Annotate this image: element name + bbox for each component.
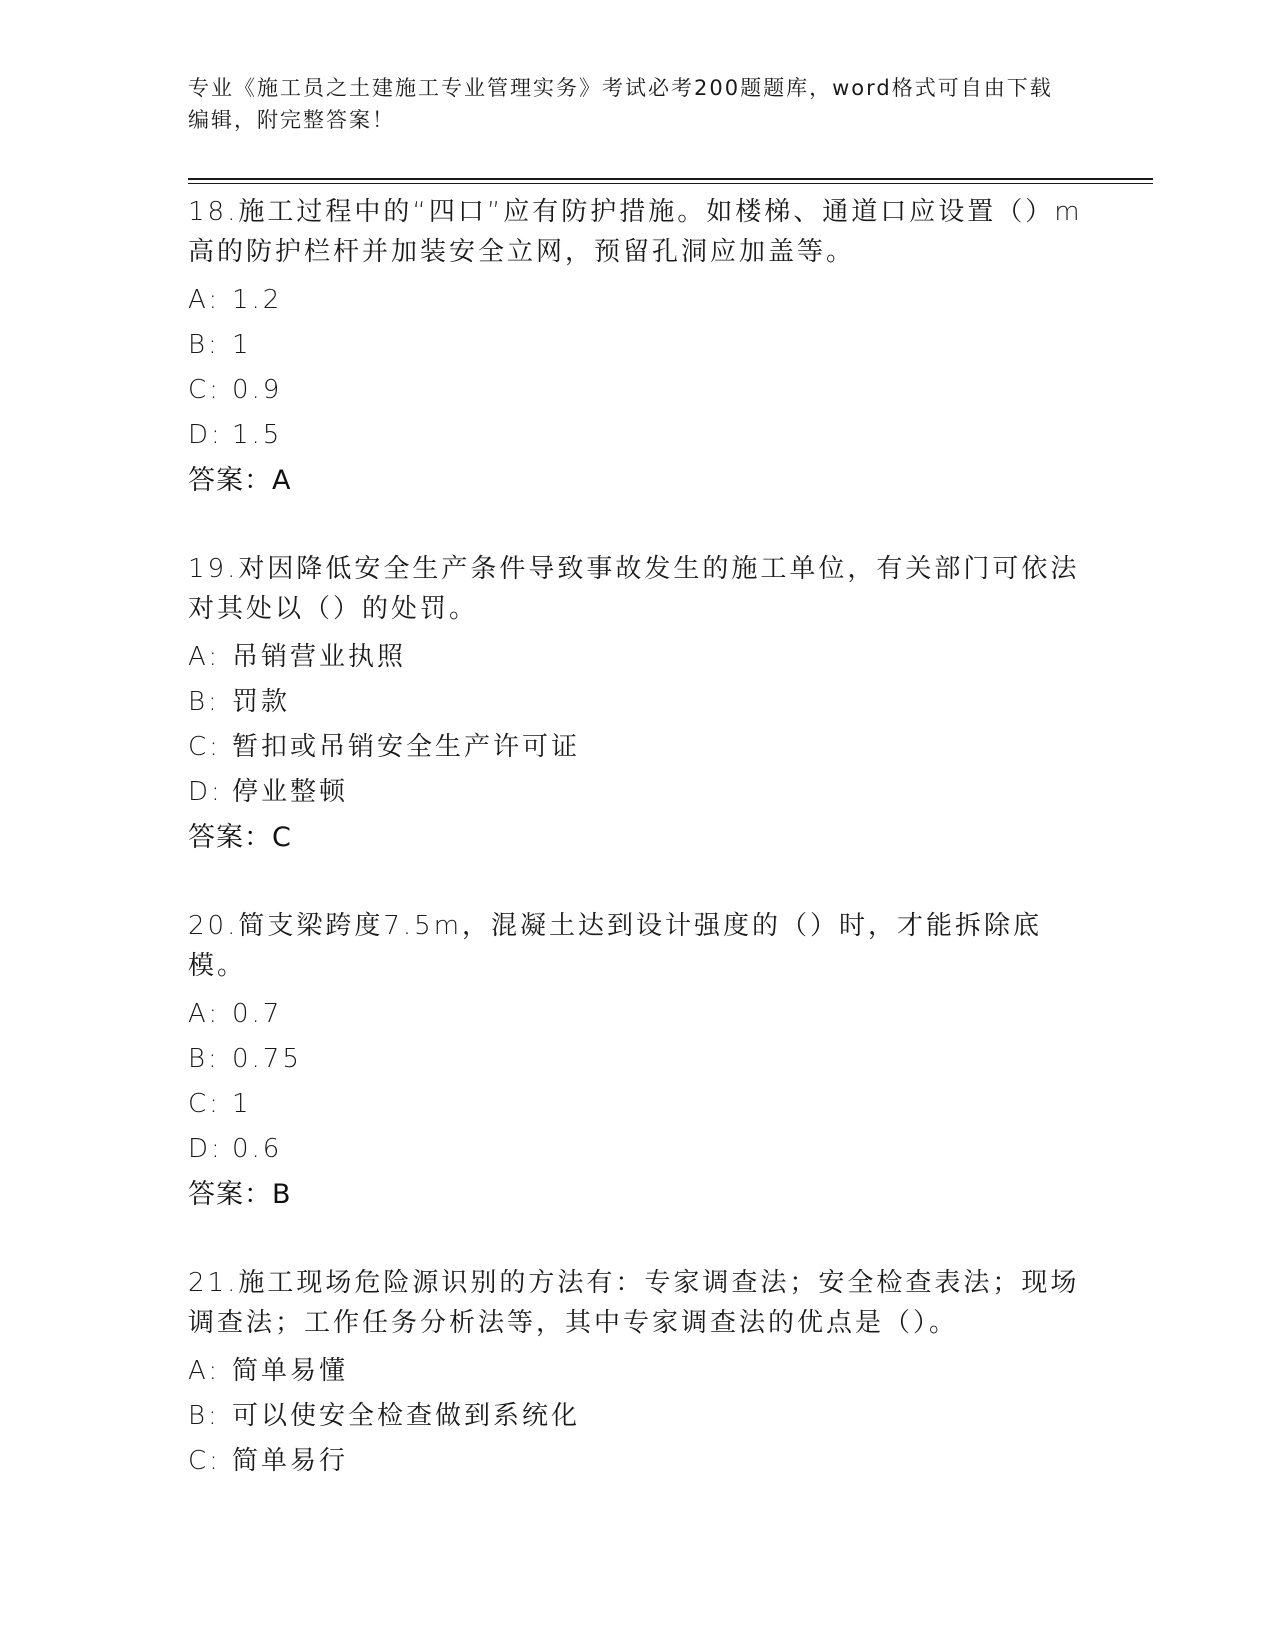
option-text: 罚款 bbox=[232, 687, 291, 717]
option-letter: B: bbox=[188, 1401, 220, 1431]
option-letter: C: bbox=[188, 375, 221, 405]
option-letter: C: bbox=[188, 1089, 221, 1119]
option-text: 停业整顿 bbox=[232, 777, 349, 807]
option-b bbox=[188, 323, 1088, 368]
option-letter: A: bbox=[188, 1356, 221, 1386]
option-text: 1 bbox=[232, 330, 252, 360]
option-text: 1.2 bbox=[232, 285, 283, 315]
option-letter: B: bbox=[188, 1044, 220, 1074]
option-text: 0.9 bbox=[232, 375, 283, 405]
question-stem: 18.施工过程中的“四口”应有防护措施。如楼梯、通道口应设置（）m高的防护栏杆并加装安全立网，预留孔洞应加盖等。 bbox=[188, 197, 1083, 267]
question-stem: 21.施工现场危险源识别的方法有：专家调查法；安全检查表法；现场调查法；工作任务分析法等，其中专家调查法的优点是（）。 bbox=[188, 1268, 1080, 1338]
option-letter: C: bbox=[188, 1446, 221, 1476]
option-text: 暂扣或吊销安全生产许可证 bbox=[232, 732, 581, 762]
option-text: 可以使安全检查做到系统化 bbox=[232, 1401, 581, 1431]
option-a bbox=[188, 278, 1088, 323]
option-text: 吊销营业执照 bbox=[232, 642, 407, 672]
header-divider-thick bbox=[188, 178, 1153, 180]
option-text: 0.75 bbox=[232, 1044, 302, 1074]
question-item bbox=[188, 547, 1088, 860]
option-text: 简单易行 bbox=[232, 1446, 349, 1476]
option-c bbox=[188, 1439, 1088, 1484]
option-letter: A: bbox=[188, 642, 221, 672]
option-letter: A: bbox=[188, 285, 221, 315]
question-item bbox=[188, 904, 1088, 1217]
option-letter: D: bbox=[188, 420, 223, 450]
question-stem: 20.简支梁跨度7.5m，混凝土达到设计强度的（）时，才能拆除底模。 bbox=[188, 911, 1043, 981]
option-b bbox=[188, 1394, 1088, 1439]
option-b bbox=[188, 1037, 1088, 1082]
answer-line: 答案：B bbox=[188, 1179, 292, 1210]
option-c bbox=[188, 1082, 1088, 1127]
question-item bbox=[188, 190, 1088, 503]
question-item bbox=[188, 1261, 1088, 1484]
answer-line: 答案：A bbox=[188, 465, 292, 496]
option-letter: D: bbox=[188, 1134, 223, 1164]
header-divider-thin bbox=[188, 183, 1153, 184]
question-stem: 19.对因降低安全生产条件导致事故发生的施工单位，有关部门可依法对其处以（）的处罚。 bbox=[188, 554, 1080, 624]
answer-line: 答案：C bbox=[188, 822, 292, 853]
option-d bbox=[188, 413, 1088, 458]
option-b bbox=[188, 680, 1088, 725]
option-text: 0.6 bbox=[232, 1134, 283, 1164]
option-a bbox=[188, 1349, 1088, 1394]
option-a bbox=[188, 635, 1088, 680]
option-c bbox=[188, 368, 1088, 413]
option-a bbox=[188, 992, 1088, 1037]
option-letter: C: bbox=[188, 732, 221, 762]
option-text: 1.5 bbox=[232, 420, 283, 450]
document-header: 专业《施工员之土建施工专业管理实务》考试必考200题题库，word格式可自由下载编辑，附完整答案！ bbox=[188, 76, 1053, 132]
option-d bbox=[188, 770, 1088, 815]
option-letter: A: bbox=[188, 999, 221, 1029]
option-text: 简单易懂 bbox=[232, 1356, 349, 1386]
question-list bbox=[188, 190, 1088, 1528]
option-letter: B: bbox=[188, 330, 220, 360]
option-letter: D: bbox=[188, 777, 223, 807]
option-letter: B: bbox=[188, 687, 220, 717]
option-c bbox=[188, 725, 1088, 770]
option-text: 1 bbox=[232, 1089, 252, 1119]
option-d bbox=[188, 1127, 1088, 1172]
option-text: 0.7 bbox=[232, 999, 283, 1029]
